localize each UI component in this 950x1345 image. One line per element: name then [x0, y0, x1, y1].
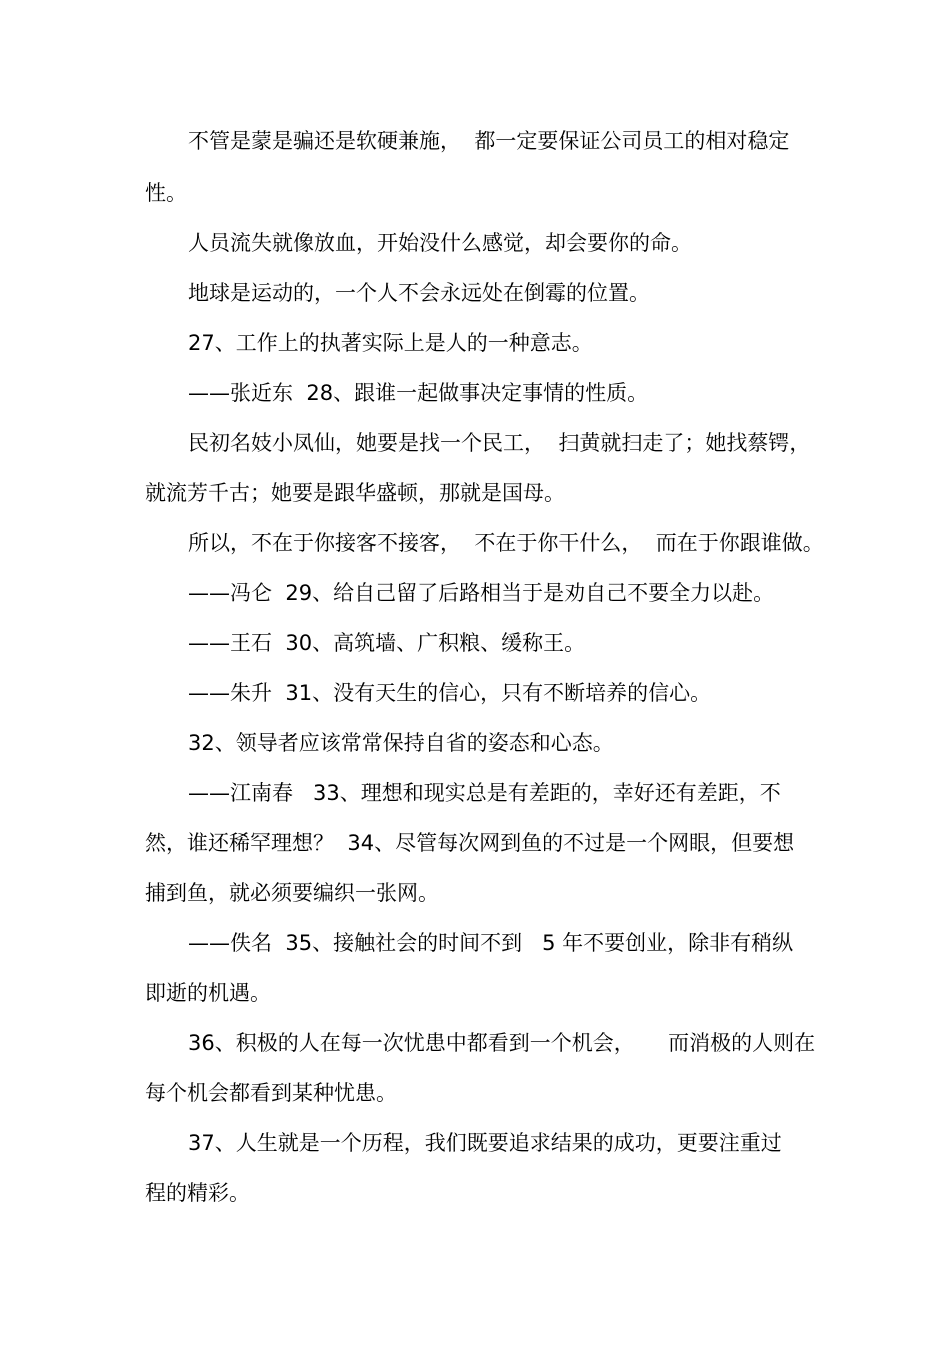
text-line-13: 32、领导者应该常常保持自省的姿态和心态。	[188, 731, 614, 755]
text-line-11: ——王石 30、高筑墙、广积粮、缓称王。	[188, 631, 586, 655]
text-line-14: ——江南春 33、理想和现实总是有差距的，幸好还有差距，不	[188, 781, 781, 805]
text-line-4: 地球是运动的，一个人不会永远处在倒霉的位置。	[188, 281, 650, 305]
text-line-8: 就流芳千古；她要是跟华盛顿，那就是国母。	[145, 481, 565, 505]
text-line-16: 捕到鱼，就必须要编织一张网。	[145, 881, 439, 905]
text-line-19: 36、积极的人在每一次忧患中都看到一个机会， 而消极的人则在	[188, 1031, 816, 1055]
text-line-1: 不管是蒙是骗还是软硬兼施， 都一定要保证公司员工的相对稳定	[188, 129, 790, 153]
text-line-5: 27、工作上的执著实际上是人的一种意志。	[188, 331, 593, 355]
text-line-21: 37、人生就是一个历程，我们既要追求结果的成功，更要注重过	[188, 1131, 782, 1155]
text-line-12: ——朱升 31、没有天生的信心，只有不断培养的信心。	[188, 681, 712, 705]
text-line-15: 然，谁还稀罕理想？ 34、尽管每次网到鱼的不过是一个网眼，但要想	[145, 831, 795, 855]
text-line-7: 民初名妓小凤仙，她要是找一个民工， 扫黄就扫走了；她找蔡锷，	[188, 431, 811, 455]
text-line-10: ——冯仑 29、给自己留了后路相当于是劝自己不要全力以赴。	[188, 581, 775, 605]
text-line-20: 每个机会都看到某种忧患。	[145, 1081, 397, 1105]
text-line-9: 所以，不在于你接客不接客， 不在于你干什么， 而在于你跟谁做。	[188, 531, 824, 555]
text-line-18: 即逝的机遇。	[145, 981, 271, 1005]
text-line-3: 人员流失就像放血，开始没什么感觉，却会要你的命。	[188, 231, 692, 255]
text-line-22: 程的精彩。	[145, 1181, 250, 1205]
text-line-2: 性。	[145, 181, 187, 205]
text-line-6: ——张近东 28、跟谁一起做事决定事情的性质。	[188, 381, 649, 405]
text-line-17: ——佚名 35、接触社会的时间不到 5 年不要创业，除非有稍纵	[188, 931, 794, 955]
